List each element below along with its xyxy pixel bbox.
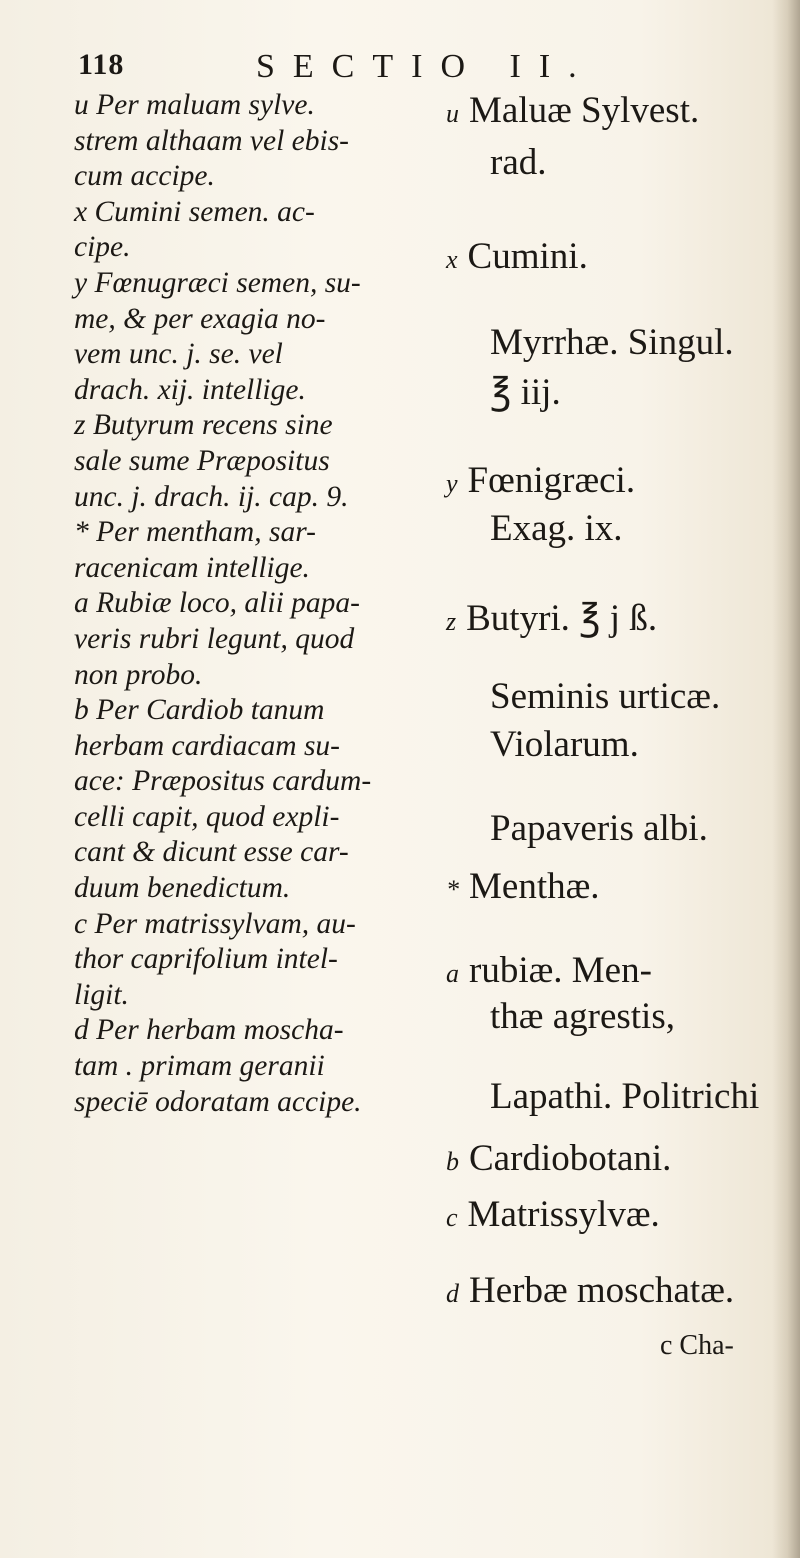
entry-text: Exag. ix. bbox=[490, 508, 623, 549]
recipe-entry bbox=[480, 674, 720, 723]
entry-marker: b bbox=[446, 1147, 459, 1176]
note-line: thor caprifolium intel- bbox=[74, 943, 338, 976]
page-gutter-shadow bbox=[772, 0, 800, 1558]
note-line: veris rubri legunt, quod bbox=[74, 622, 355, 655]
entry-text: Lapathi. Politrichi bbox=[490, 1076, 760, 1117]
entry-marker: y bbox=[446, 469, 458, 498]
note-line: cant & dicunt esse car- bbox=[74, 836, 349, 869]
entry-text: ℥ iij. bbox=[490, 372, 561, 413]
recipe-entry bbox=[446, 234, 588, 283]
note-line: a Rubiæ loco, alii papa- bbox=[74, 587, 360, 620]
entry-text: Cumini. bbox=[467, 236, 588, 277]
recipe-entry bbox=[446, 948, 652, 997]
note-line: d Per herbam moscha- bbox=[74, 1014, 344, 1047]
recipe-entry bbox=[480, 806, 708, 855]
note-line: unc. j. drach. ij. cap. 9. bbox=[74, 480, 349, 513]
entry-text: Seminis urticæ. bbox=[490, 676, 721, 717]
entry-text: Myrrhæ. Singul. bbox=[490, 322, 734, 363]
recipe-entry bbox=[446, 864, 600, 913]
recipe-entry bbox=[480, 140, 547, 189]
note-line: herbam cardiacam su- bbox=[74, 729, 341, 762]
note-line: non probo. bbox=[74, 658, 203, 691]
recipe-entry bbox=[446, 88, 699, 137]
recipe-entry bbox=[480, 1074, 759, 1123]
recipe-entry bbox=[446, 458, 635, 507]
entry-text: Fœnigræci. bbox=[467, 460, 636, 501]
recipe-entry bbox=[446, 1136, 671, 1185]
recipe-entry bbox=[446, 1268, 734, 1317]
note-line: x Cumini semen. ac- bbox=[74, 195, 315, 228]
recipe-entry bbox=[480, 320, 734, 369]
entry-marker: x bbox=[446, 245, 458, 274]
note-line: speciē odoratam accipe. bbox=[74, 1085, 362, 1118]
recipe-entry bbox=[480, 370, 561, 419]
note-line: u Per maluam sylve. bbox=[74, 89, 315, 121]
note-line: duum benedictum. bbox=[74, 872, 291, 905]
entry-marker: * bbox=[446, 875, 459, 904]
entry-text: Papaveris albi. bbox=[490, 808, 708, 849]
note-line: cum accipe. bbox=[74, 160, 215, 193]
entry-text: Maluæ Sylvest. bbox=[469, 90, 700, 131]
entry-text: Cardiobotani. bbox=[469, 1138, 672, 1179]
note-line: tam . primam geranii bbox=[74, 1050, 325, 1083]
note-line: ace: Præpositus cardum- bbox=[74, 765, 372, 798]
page-number: 118 bbox=[78, 48, 125, 81]
entry-text: Violarum. bbox=[490, 724, 639, 765]
note-line: * Per mentham, sar- bbox=[74, 516, 316, 549]
recipe-entry bbox=[480, 722, 639, 771]
catchword: c Cha- bbox=[660, 1330, 734, 1361]
note-line: z Butyrum recens sine bbox=[74, 409, 333, 442]
note-line: me, & per exagia no- bbox=[74, 302, 326, 335]
note-line: sale sume Præpositus bbox=[74, 444, 330, 477]
note-line: celli capit, quod expli- bbox=[74, 800, 340, 833]
entry-marker: u bbox=[446, 99, 459, 128]
recipe-entry bbox=[480, 994, 675, 1043]
entry-text: rubiæ. Men- bbox=[469, 950, 652, 991]
note-line: b Per Cardiob tanum bbox=[74, 694, 325, 727]
entry-text: thæ agrestis, bbox=[490, 996, 675, 1037]
note-line: y Fœnugræci semen, su- bbox=[74, 266, 361, 299]
entry-text: Matrissylvæ. bbox=[467, 1194, 660, 1235]
entry-text: Herbæ moschatæ. bbox=[469, 1270, 735, 1311]
note-line: vem unc. j. se. vel bbox=[74, 338, 283, 371]
entry-marker: d bbox=[446, 1279, 459, 1308]
recipe-entry bbox=[480, 506, 623, 555]
note-line: strem althaam vel ebis- bbox=[74, 124, 350, 157]
note-line: c Per matrissylvam, au- bbox=[74, 907, 356, 940]
entry-text: Menthæ. bbox=[469, 866, 600, 907]
entry-marker: a bbox=[446, 959, 459, 988]
recipe-entry bbox=[446, 1192, 660, 1241]
entry-marker: z bbox=[446, 607, 457, 636]
entry-text: rad. bbox=[490, 142, 547, 183]
note-line: cipe. bbox=[74, 231, 131, 264]
note-line: racenicam intellige. bbox=[74, 551, 310, 584]
left-column-notes bbox=[74, 88, 439, 1120]
note-line: drach. xij. intellige. bbox=[74, 373, 306, 406]
entry-text: Butyri. ℥ j ß. bbox=[466, 598, 658, 639]
note-line: ligit. bbox=[74, 978, 129, 1011]
running-title: SECTIO II. bbox=[256, 48, 595, 85]
entry-marker: c bbox=[446, 1203, 458, 1232]
recipe-entry bbox=[446, 596, 657, 645]
